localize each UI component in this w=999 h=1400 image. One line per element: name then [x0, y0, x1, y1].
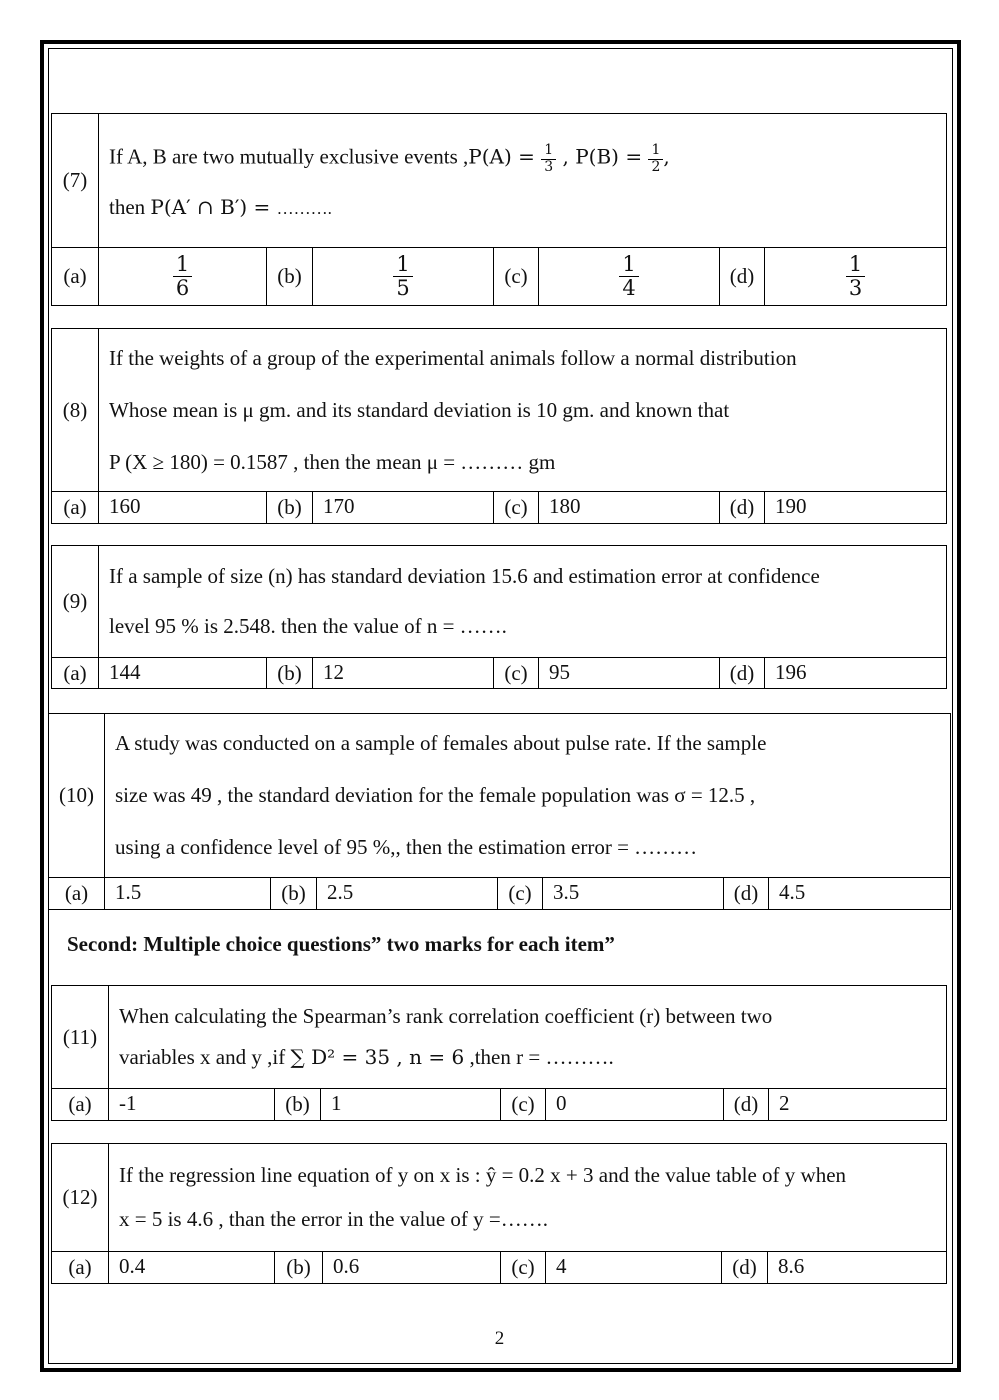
options-row: [52, 658, 947, 689]
question-8: [51, 328, 947, 524]
option-label: (b): [267, 492, 313, 524]
question-stem: A study was conducted on a sample of females about pulse rate. If the sample size was 49 , the standard deviation for the female population was σ = 12.5 , using a confidence level of 95 %,, then the estimation error = ………: [105, 714, 951, 878]
question-stem: If the weights of a group of the experimental animals follow a normal distribution Whose mean is μ gm. and its standard deviation is 10 gm. and known that P (X ≥ 180) = 0.1587 , then the mean μ = ……… gm: [99, 329, 947, 492]
option-c[interactable]: 4: [546, 1252, 722, 1284]
question-10: [48, 713, 951, 910]
option-b[interactable]: $\frac{1}{5}$: [313, 248, 494, 306]
option-label: (c): [501, 1252, 546, 1284]
option-label: (d): [722, 1252, 768, 1284]
question-number: (11): [52, 986, 109, 1089]
question-9: [51, 545, 947, 689]
option-d[interactable]: $\frac{1}{3}$: [765, 248, 947, 306]
option-label: (c): [494, 658, 539, 689]
option-label: (a): [52, 658, 99, 689]
option-c[interactable]: 95: [539, 658, 720, 689]
option-label: (a): [52, 1252, 109, 1284]
fraction: $\frac{1}{3}$: [541, 143, 556, 175]
option-label: (d): [720, 492, 765, 524]
option-label: (d): [720, 248, 765, 306]
question-number: (12): [52, 1144, 109, 1252]
option-d[interactable]: 4.5: [769, 878, 951, 910]
options-row: [52, 1089, 947, 1121]
option-label: (c): [501, 1089, 546, 1121]
question-7: [51, 113, 947, 306]
question-stem: If the regression line equation of y on x is : ŷ = 0.2 x + 3 and the value table of y when x = 5 is 4.6 , than the error in the value of y =…….: [109, 1144, 947, 1252]
option-c[interactable]: 0: [546, 1089, 724, 1121]
options-row: [52, 1252, 947, 1284]
options-row: [52, 248, 947, 306]
question-number: (7): [52, 114, 99, 248]
section-title: Second: Multiple choice questions” two marks for each item”: [67, 932, 615, 956]
option-label: (a): [52, 1089, 109, 1121]
fraction: $\frac{1}{2}$: [648, 143, 663, 175]
option-label: (c): [494, 248, 539, 306]
option-b[interactable]: 12: [313, 658, 494, 689]
option-label: (a): [52, 248, 99, 306]
question-12: [51, 1143, 947, 1284]
option-a[interactable]: 0.4: [109, 1252, 275, 1284]
option-label: (a): [49, 878, 105, 910]
option-c[interactable]: 3.5: [543, 878, 724, 910]
question-number: (9): [52, 546, 99, 658]
question-11: [51, 985, 947, 1121]
option-a[interactable]: 1.5: [105, 878, 271, 910]
option-c[interactable]: $\frac{1}{4}$: [539, 248, 720, 306]
option-d[interactable]: 190: [765, 492, 947, 524]
option-d[interactable]: 196: [765, 658, 947, 689]
page-number: 2: [494, 1328, 505, 1349]
option-b[interactable]: 0.6: [323, 1252, 501, 1284]
option-label: (d): [724, 878, 769, 910]
option-a[interactable]: -1: [109, 1089, 275, 1121]
option-c[interactable]: 180: [539, 492, 720, 524]
option-label: (a): [52, 492, 99, 524]
option-label: (b): [271, 878, 317, 910]
option-label: (b): [267, 658, 313, 689]
option-label: (d): [724, 1089, 769, 1121]
option-b[interactable]: 170: [313, 492, 494, 524]
question-stem: If A, B are two mutually exclusive events ,P(A) = $\frac{1}{3}$ , P(B) = $\frac{1}{2}$ , then P(A′ ∩ B′) = ……….: [99, 114, 947, 248]
option-label: (c): [494, 492, 539, 524]
option-b[interactable]: 2.5: [317, 878, 498, 910]
option-a[interactable]: 144: [99, 658, 267, 689]
option-label: (c): [498, 878, 543, 910]
question-number: (10): [49, 714, 105, 878]
option-d[interactable]: 8.6: [768, 1252, 947, 1284]
option-d[interactable]: 2: [769, 1089, 947, 1121]
option-a[interactable]: 160: [99, 492, 267, 524]
question-stem: When calculating the Spearman’s rank correlation coefficient (r) between two variables x and y ,if ∑ D² = 35 , n = 6 ,then r = ……….: [109, 986, 947, 1089]
option-a[interactable]: $\frac{1}{6}$: [99, 248, 267, 306]
question-number: (8): [52, 329, 99, 492]
option-b[interactable]: 1: [321, 1089, 501, 1121]
options-row: [52, 492, 947, 524]
option-label: (b): [267, 248, 313, 306]
option-label: (d): [720, 658, 765, 689]
options-row: [49, 878, 951, 910]
option-label: (b): [275, 1252, 323, 1284]
option-label: (b): [275, 1089, 321, 1121]
question-stem: If a sample of size (n) has standard deviation 15.6 and estimation error at confidence level 95 % is 2.548. then the value of n = …….: [99, 546, 947, 658]
